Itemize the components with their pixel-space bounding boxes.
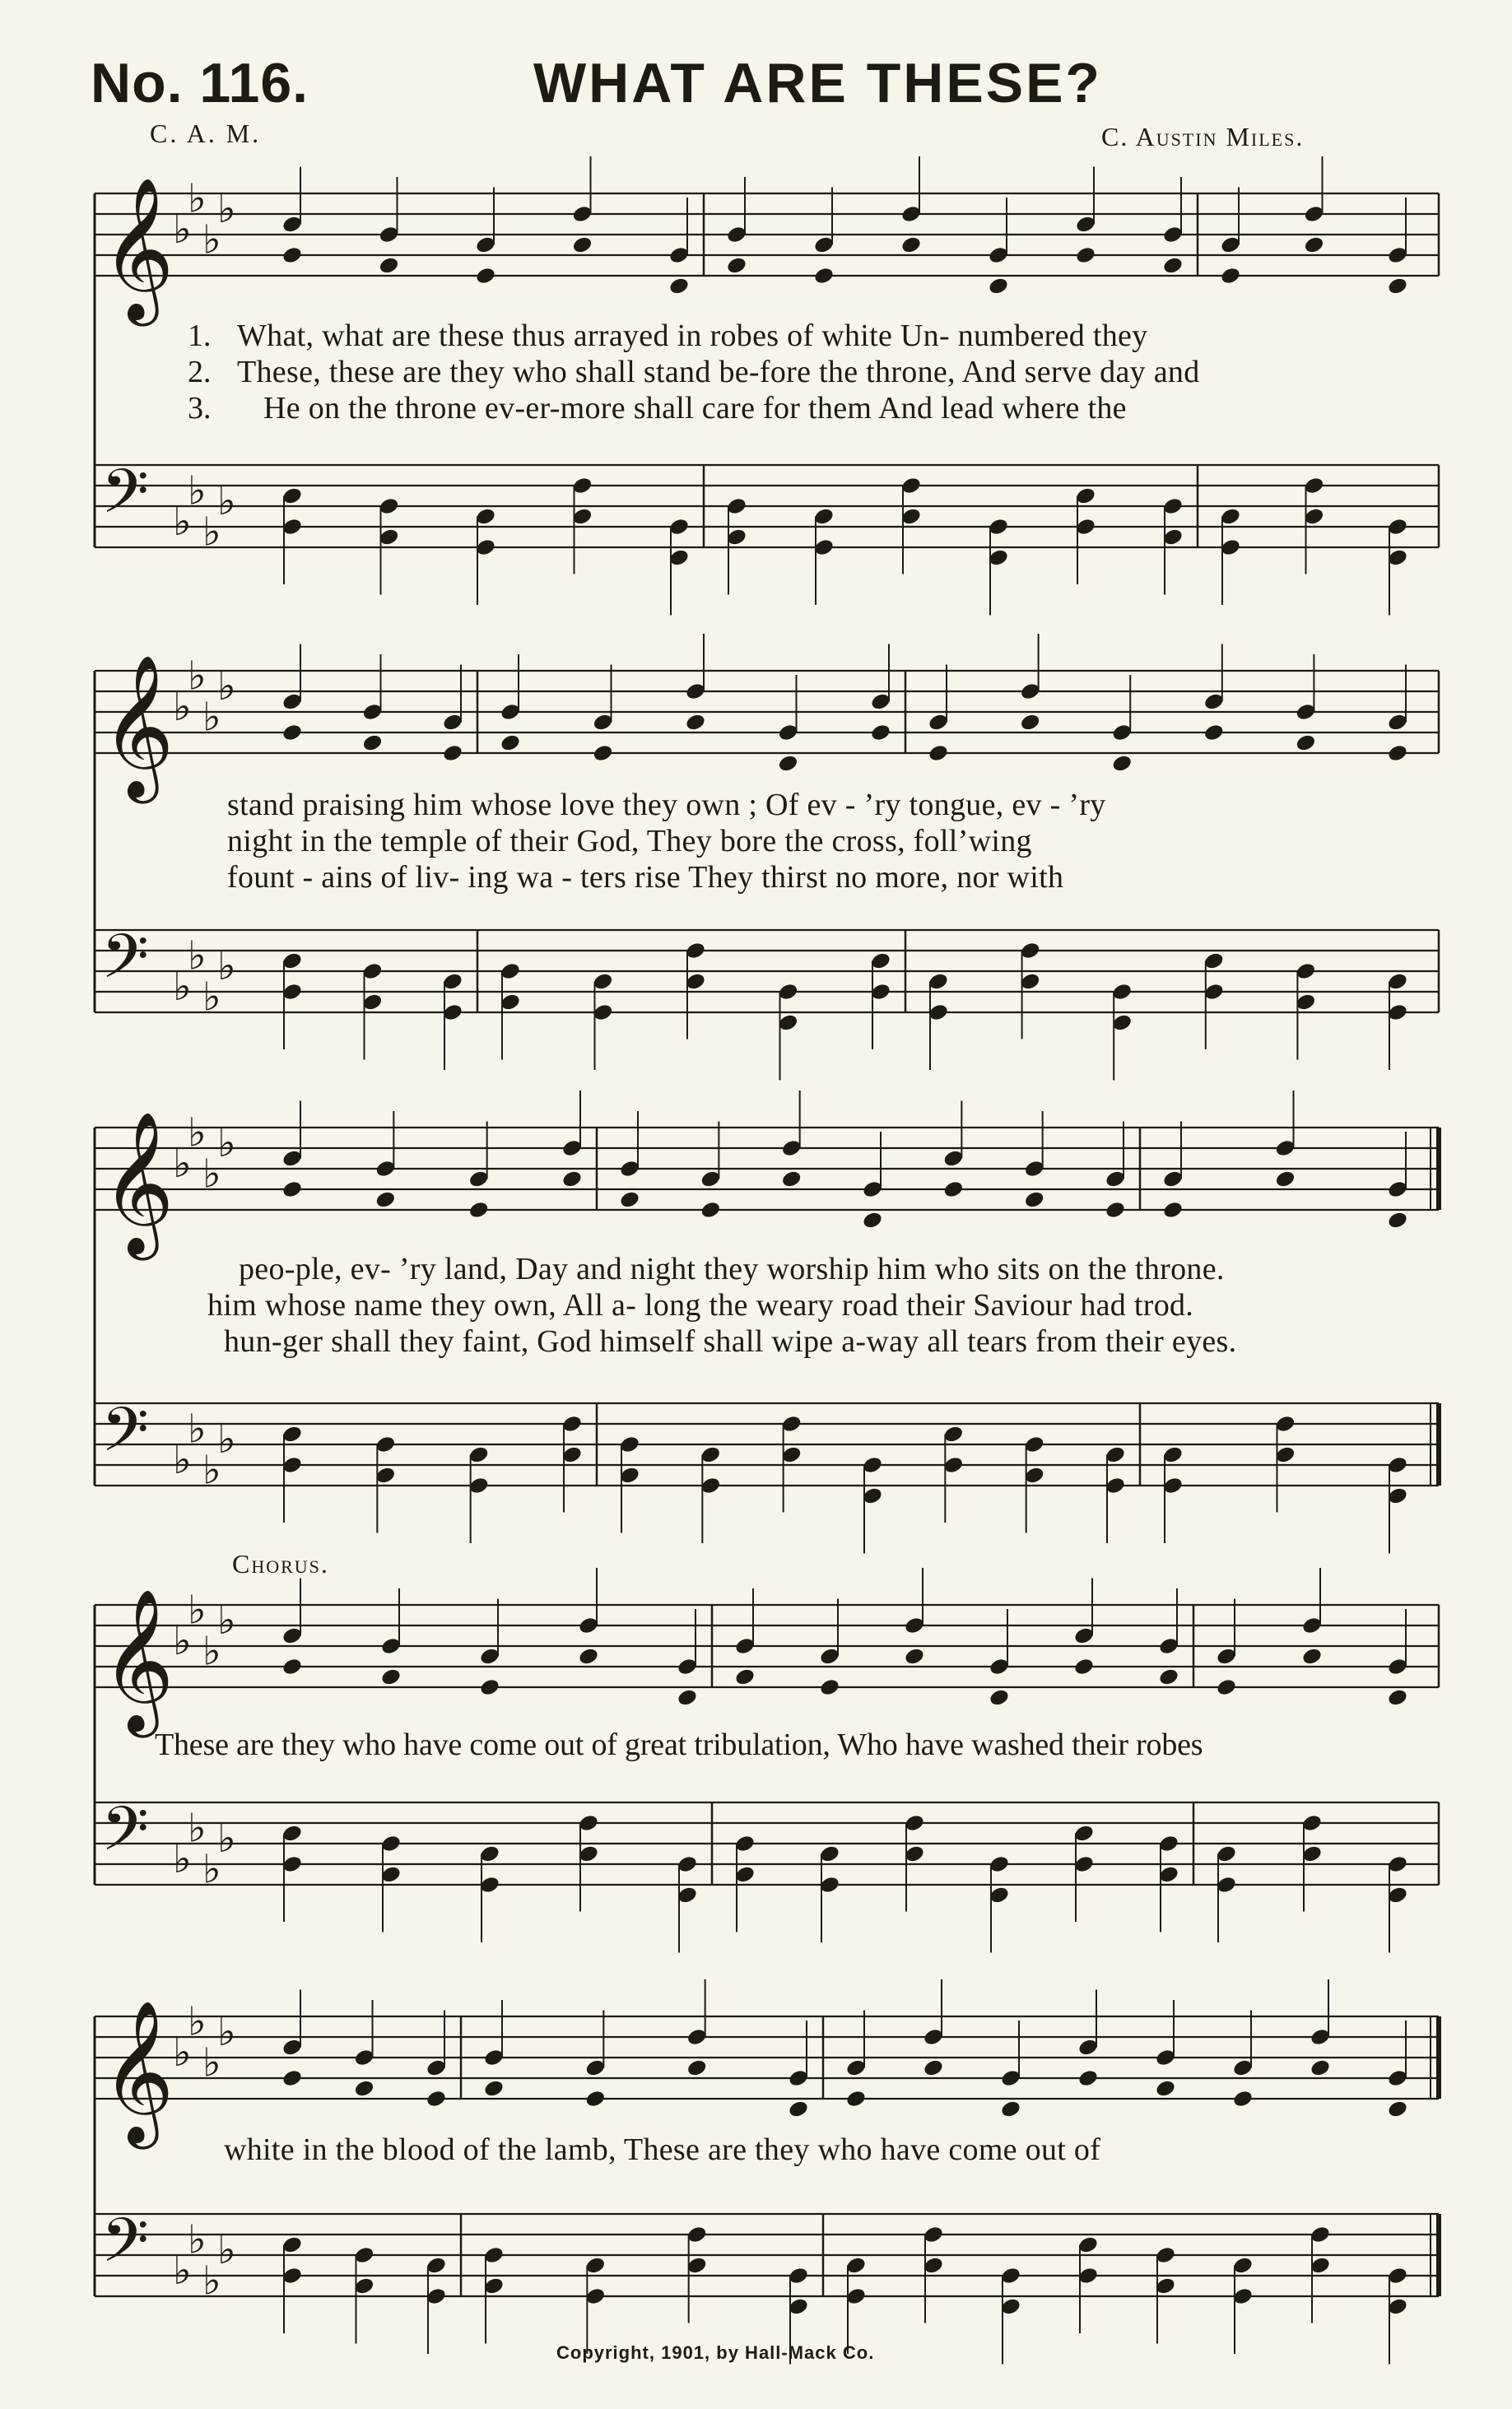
bass-clef-icon: 𝄢 bbox=[101, 1394, 149, 1481]
treble-clef-icon: 𝄞 bbox=[101, 654, 174, 798]
lyric-line: What, what are these thus arrayed in robes of white Un- numbered they bbox=[237, 319, 1148, 353]
lyric-line: night in the temple of their God, They bore the cross, foll’wing bbox=[227, 824, 1032, 858]
hymn-number: No. 116. bbox=[91, 52, 309, 114]
flat-icon: ♭ bbox=[202, 694, 221, 741]
verse-number: 3. bbox=[188, 391, 212, 426]
flat-icon: ♭ bbox=[217, 943, 236, 989]
flat-icon: ♭ bbox=[188, 2216, 207, 2263]
flat-icon: ♭ bbox=[217, 2227, 236, 2273]
verse-number: 2. bbox=[188, 355, 212, 389]
flat-icon: ♭ bbox=[217, 1816, 236, 1862]
lyric-line: fount - ains of liv- ing wa - ters rise They thirst no more, nor with bbox=[227, 860, 1064, 895]
flat-icon: ♭ bbox=[217, 478, 236, 524]
flat-icon: ♭ bbox=[217, 186, 236, 232]
verse-number: 1. bbox=[188, 319, 212, 353]
flat-icon: ♭ bbox=[188, 1805, 207, 1852]
flat-icon: ♭ bbox=[188, 653, 207, 700]
flat-icon: ♭ bbox=[188, 1587, 207, 1634]
lyric-line: These are they who have come out of great tribulation, Who have washed their robes bbox=[155, 1728, 1203, 1762]
flat-icon: ♭ bbox=[217, 1597, 236, 1644]
flat-icon: ♭ bbox=[202, 2258, 221, 2304]
flat-icon: ♭ bbox=[173, 1141, 192, 1187]
chorus-label: Chorus. bbox=[232, 1549, 329, 1579]
treble-clef-icon: 𝄞 bbox=[101, 1588, 174, 1732]
flat-icon: ♭ bbox=[173, 964, 192, 1010]
flat-icon: ♭ bbox=[202, 216, 221, 263]
lyric-line: These, these are they who shall stand be-fore the throne, And serve day and bbox=[237, 355, 1200, 389]
treble-clef-icon: 𝄞 bbox=[101, 1111, 174, 1254]
bass-clef-icon: 𝄢 bbox=[101, 921, 149, 1007]
flat-icon: ♭ bbox=[173, 2248, 192, 2294]
flat-icon: ♭ bbox=[188, 1998, 207, 2045]
lyric-line: white in the blood of the lamb, These are they who have come out of bbox=[224, 2132, 1101, 2167]
flat-icon: ♭ bbox=[188, 1406, 207, 1453]
flat-icon: ♭ bbox=[188, 175, 207, 222]
bass-clef-icon: 𝄢 bbox=[101, 456, 149, 542]
flat-icon: ♭ bbox=[217, 2009, 236, 2055]
flat-icon: ♭ bbox=[202, 1447, 221, 1494]
flat-icon: ♭ bbox=[173, 1437, 192, 1483]
flat-icon: ♭ bbox=[202, 1151, 221, 1198]
flat-icon: ♭ bbox=[188, 932, 207, 979]
flat-icon: ♭ bbox=[173, 1618, 192, 1664]
composer-credit: C. Austin Miles. bbox=[1101, 122, 1305, 151]
flat-icon: ♭ bbox=[217, 1120, 236, 1166]
flat-icon: ♭ bbox=[173, 1836, 192, 1882]
bass-clef-icon: 𝄢 bbox=[101, 1793, 149, 1880]
meter-label: C. A. M. bbox=[150, 119, 262, 148]
treble-clef-icon: 𝄞 bbox=[101, 177, 174, 320]
flat-icon: ♭ bbox=[202, 509, 221, 556]
lyric-line: hun-ger shall they faint, God himself shall wipe a-way all tears from their eyes. bbox=[224, 1324, 1237, 1359]
treble-clef-icon: 𝄞 bbox=[101, 2000, 174, 2143]
flat-icon: ♭ bbox=[188, 1109, 207, 1156]
flat-icon: ♭ bbox=[202, 1846, 221, 1893]
flat-icon: ♭ bbox=[188, 467, 207, 514]
flat-icon: ♭ bbox=[202, 974, 221, 1021]
flat-icon: ♭ bbox=[173, 2030, 192, 2076]
flat-icon: ♭ bbox=[202, 1628, 221, 1675]
lyric-line: peo-ple, ev- ’ry land, Day and night they worship him who sits on the throne. bbox=[239, 1252, 1225, 1286]
lyric-line: him whose name they own, All a- long the weary road their Saviour had trod. bbox=[207, 1288, 1194, 1323]
flat-icon: ♭ bbox=[173, 499, 192, 545]
lyric-line: stand praising him whose love they own ; Of ev - ’ry tongue, ev - ’ry bbox=[227, 788, 1106, 822]
copyright-notice: Copyright, 1901, by Hall-Mack Co. bbox=[556, 2342, 875, 2363]
flat-icon: ♭ bbox=[217, 663, 236, 709]
flat-icon: ♭ bbox=[202, 2039, 221, 2086]
lyric-line: He on the throne ev-er-more shall care for them And lead where the bbox=[263, 391, 1127, 426]
hymn-title: WHAT ARE THESE? bbox=[533, 52, 1102, 114]
flat-icon: ♭ bbox=[173, 684, 192, 730]
flat-icon: ♭ bbox=[173, 207, 192, 253]
bass-clef-icon: 𝄢 bbox=[101, 2205, 149, 2291]
flat-icon: ♭ bbox=[217, 1416, 236, 1463]
